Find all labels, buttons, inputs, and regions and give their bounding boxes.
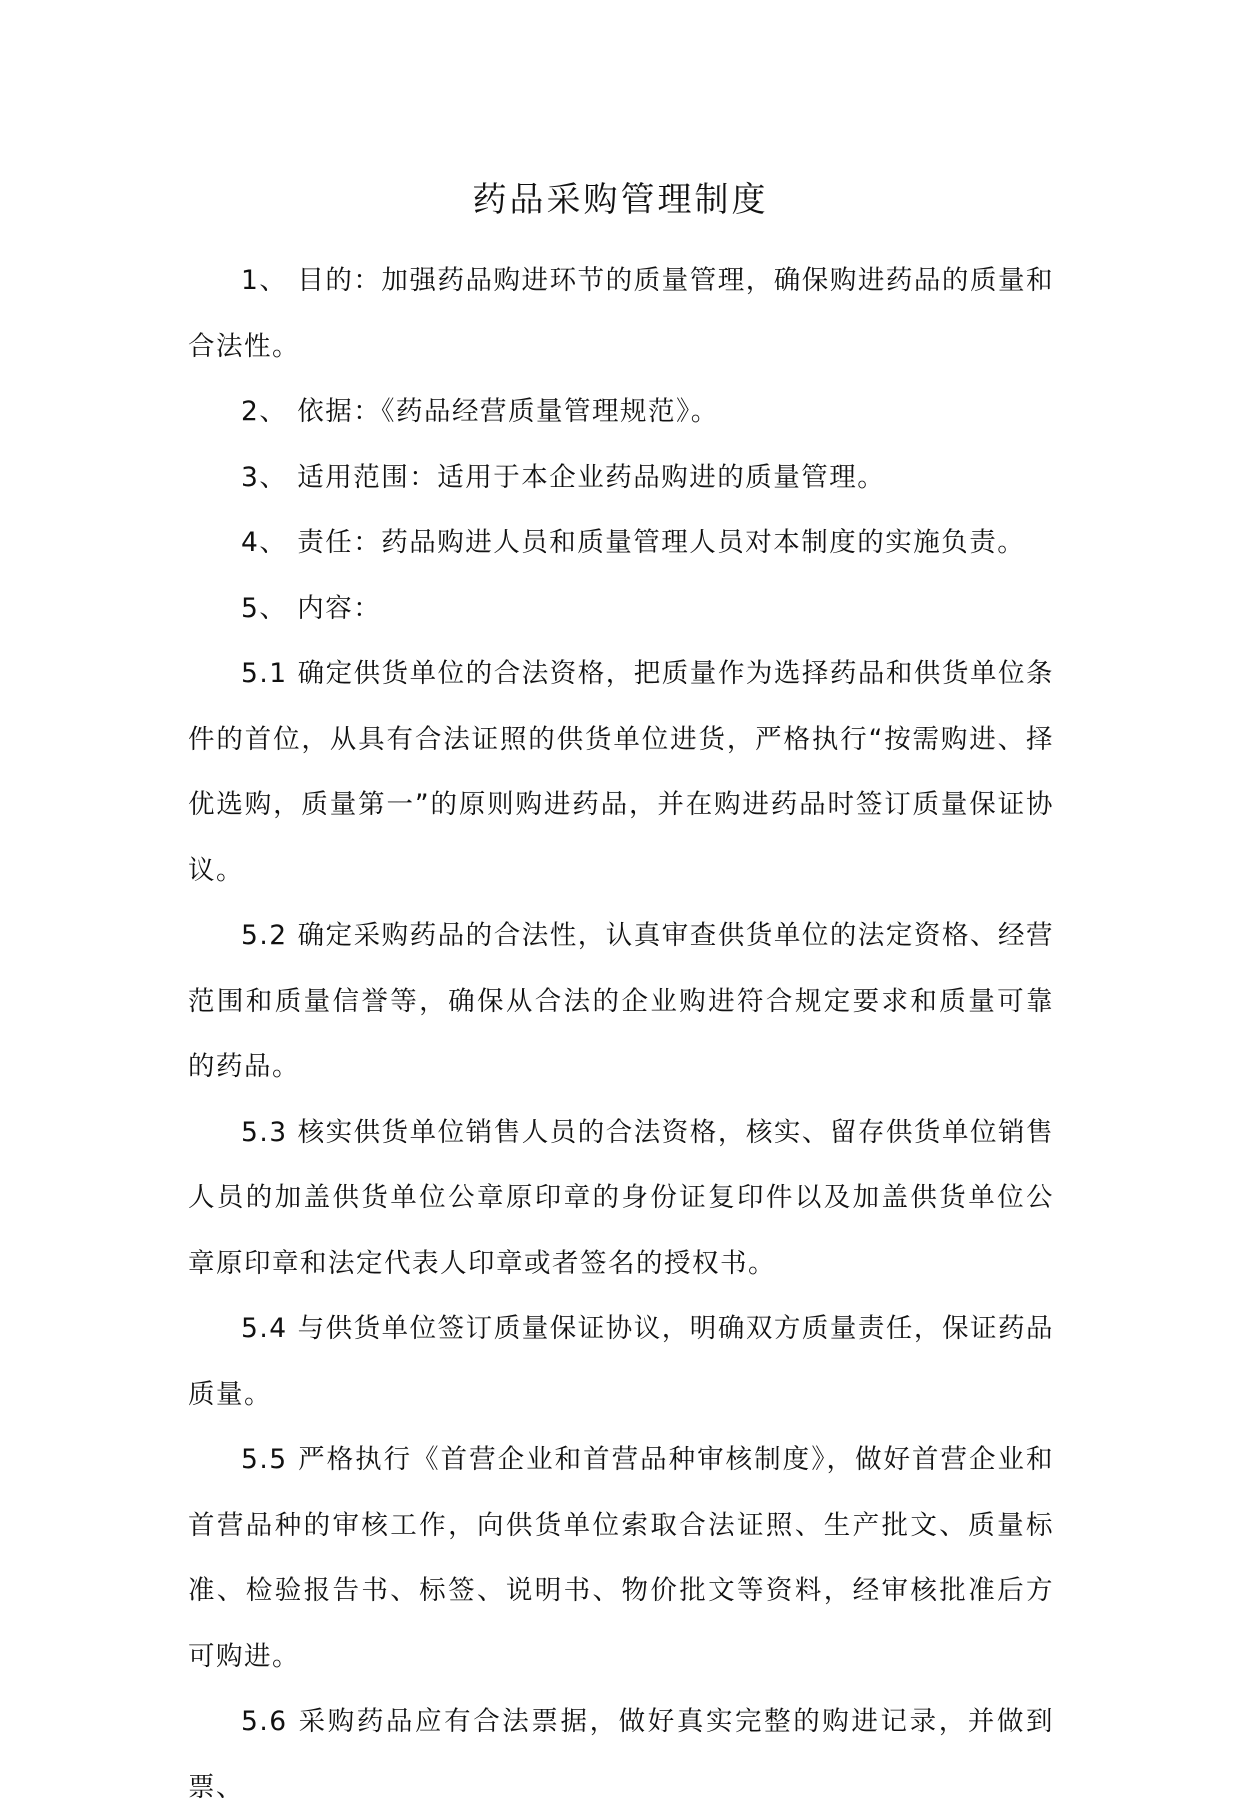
paragraph-scope: 3、 适用范围：适用于本企业药品购进的质量管理。 bbox=[241, 461, 886, 493]
paragraph-5-5: 5.5 严格执行《首营企业和首营品种审核制度》，做好首营企业和首营品种的审核工作，向供货单位索取合法证照、生产批文、质量标准、检验报告书、标签、说明书、物价批文等资料，经审核批准后方可购进。 bbox=[188, 1444, 1054, 1672]
paragraph-5-1: 5.1 确定供货单位的合法资格，把质量作为选择药品和供货单位条件的首位，从具有合法证照的供货单位进货，严格执行“按需购进、择优选购，质量第一”的原则购进药品，并在购进药品时签订质量保证协议。 bbox=[188, 658, 1054, 886]
paragraph-purpose: 1、 目的：加强药品购进环节的质量管理，确保购进药品的质量和合法性。 bbox=[188, 265, 1054, 362]
paragraph-content-heading: 5、 内容： bbox=[241, 592, 382, 624]
paragraph-5-3: 5.3 核实供货单位销售人员的合法资格，核实、留存供货单位销售人员的加盖供货单位公章原印章的身份证复印件以及加盖供货单位公章原印章和法定代表人印章或者签名的授权书。 bbox=[188, 1116, 1054, 1279]
document-body bbox=[188, 248, 1054, 1820]
paragraph-5-6: 5.6 采购药品应有合法票据，做好真实完整的购进记录，并做到票、 bbox=[188, 1706, 1054, 1803]
paragraph-basis: 2、 依据：《药品经营质量管理规范》。 bbox=[241, 396, 719, 427]
paragraph-5-2: 5.2 确定采购药品的合法性，认真审查供货单位的法定资格、经营范围和质量信誉等，确保从合法的企业购进符合规定要求和质量可靠的药品。 bbox=[188, 920, 1054, 1082]
paragraph-5-4: 5.4 与供货单位签订质量保证协议，明确双方质量责任，保证药品质量。 bbox=[188, 1313, 1054, 1410]
paragraph-responsibility: 4、 责任：药品购进人员和质量管理人员对本制度的实施负责。 bbox=[241, 527, 1026, 558]
document-title: 药品采购管理制度 bbox=[472, 180, 769, 220]
